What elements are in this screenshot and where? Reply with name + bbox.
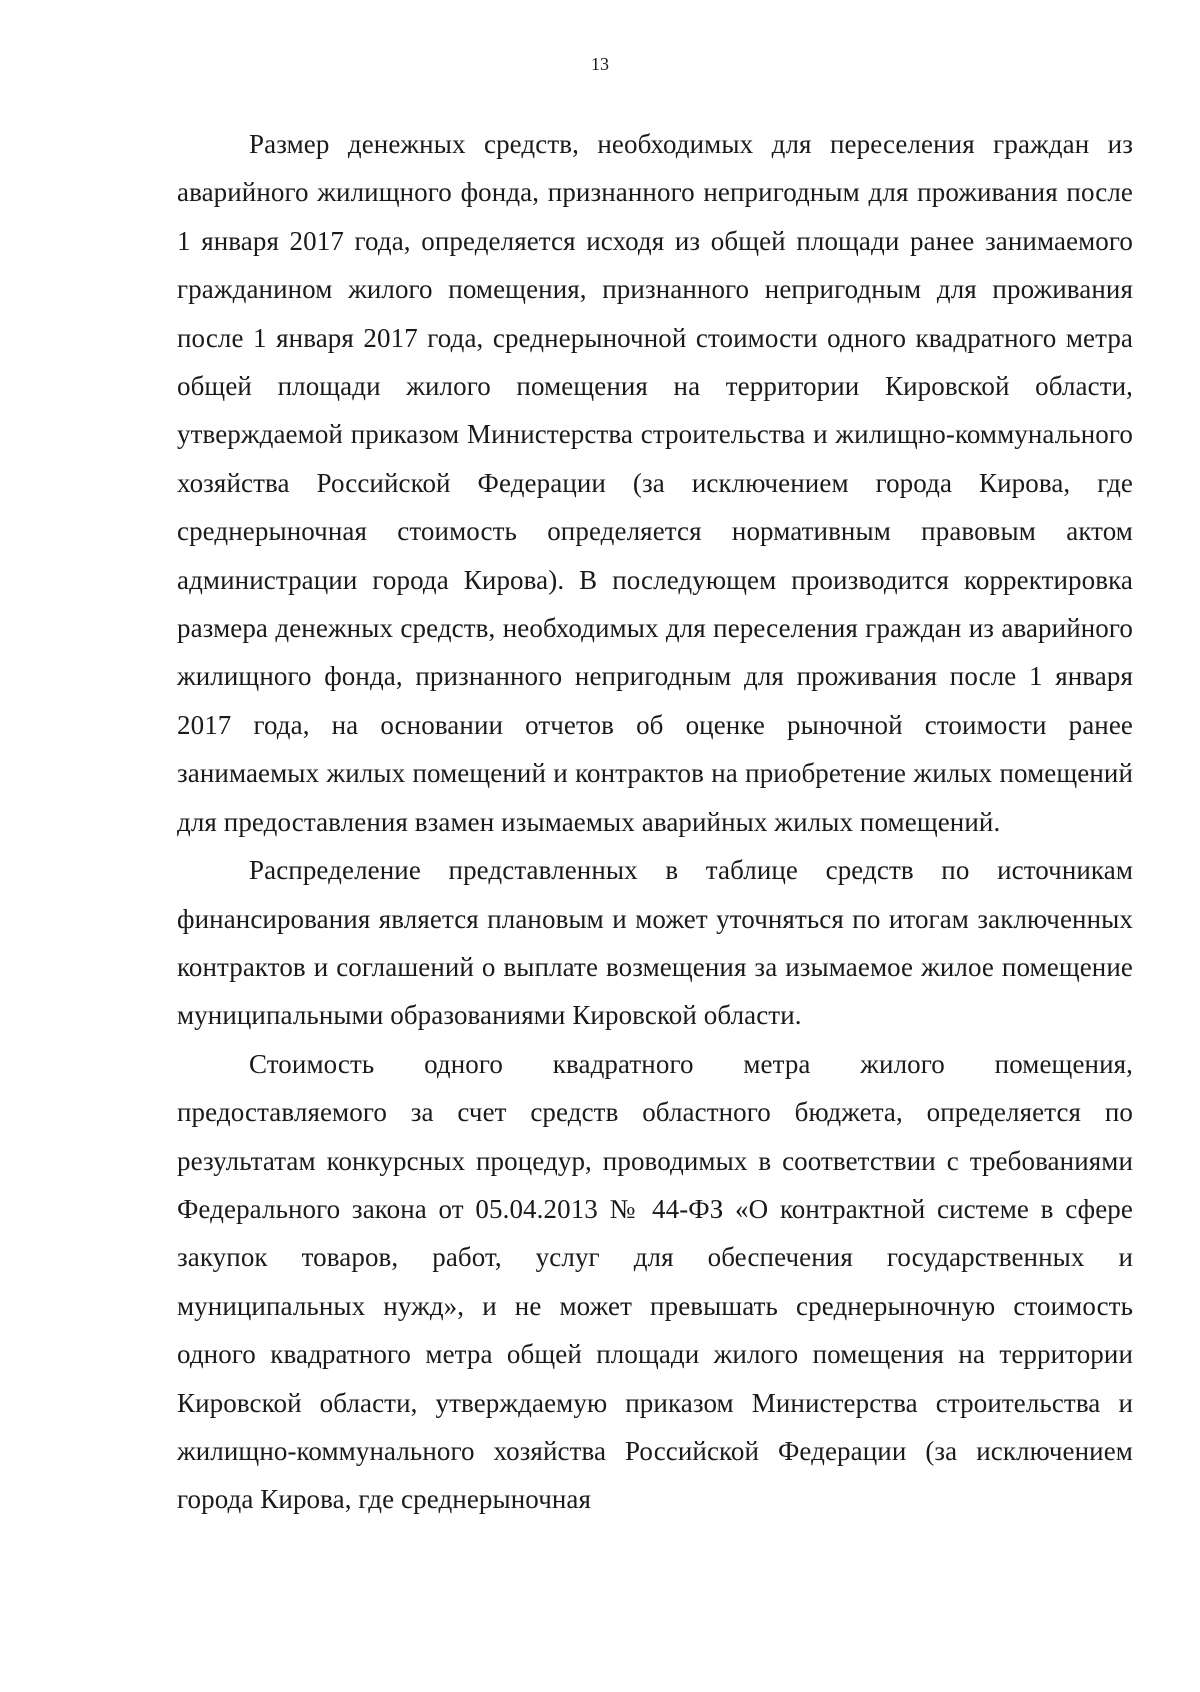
paragraph-funding-distribution: Распределение представленных в таблице средств по источникам финансирования является плановым и может уточняться по итогам заключенных контрактов и соглашений о выплате возмещения за изымаемое жилое помещение муниципальными образованиями Кировской области. xyxy=(177,855,1133,1031)
document-body xyxy=(177,120,1133,1524)
paragraph-resettlement-funds: Размер денежных средств, необходимых для переселения граждан из аварийного жилищного фонда, признанного непригодным для проживания после 1 января 2017 года, определяется исходя из общей площади ранее занимаемого гражданином жилого помещения, признанного непригодным для проживания после 1 января 2017 года, среднерыночной стоимости одного квадратного метра общей площади жилого помещения на территории Кировской области, утверждаемой приказом Министерства строительства и жилищно-коммунального хозяйства Российской Федерации (за исключением города Кирова, где среднерыночная стоимость определяется нормативным правовым актом администрации города Кирова). В последующем производится корректировка размера денежных средств, необходимых для переселения граждан из аварийного жилищного фонда, признанного непригодным для проживания после 1 января 2017 года, на основании отчетов об оценке рыночной стоимости ранее занимаемых жилых помещений и контрактов на приобретение жилых помещений для предоставления взамен изымаемых аварийных жилых помещений. xyxy=(177,129,1133,837)
paragraph-square-meter-cost: Стоимость одного квадратного метра жилого помещения, предоставляемого за счет средств областного бюджета, определяется по результатам конкурсных процедур, проводимых в соответствии с требованиями Федерального закона от 05.04.2013 № 44-ФЗ «О контрактной системе в сфере закупок товаров, работ, услуг для обеспечения государственных и муниципальных нужд», и не может превышать среднерыночную стоимость одного квадратного метра общей площади жилого помещения на территории Кировской области, утверждаемую приказом Министерства строительства и жилищно-коммунального хозяйства Российской Федерации (за исключением города Кирова, где среднерыночная xyxy=(177,1048,1133,1515)
page-number: 13 xyxy=(591,54,609,74)
